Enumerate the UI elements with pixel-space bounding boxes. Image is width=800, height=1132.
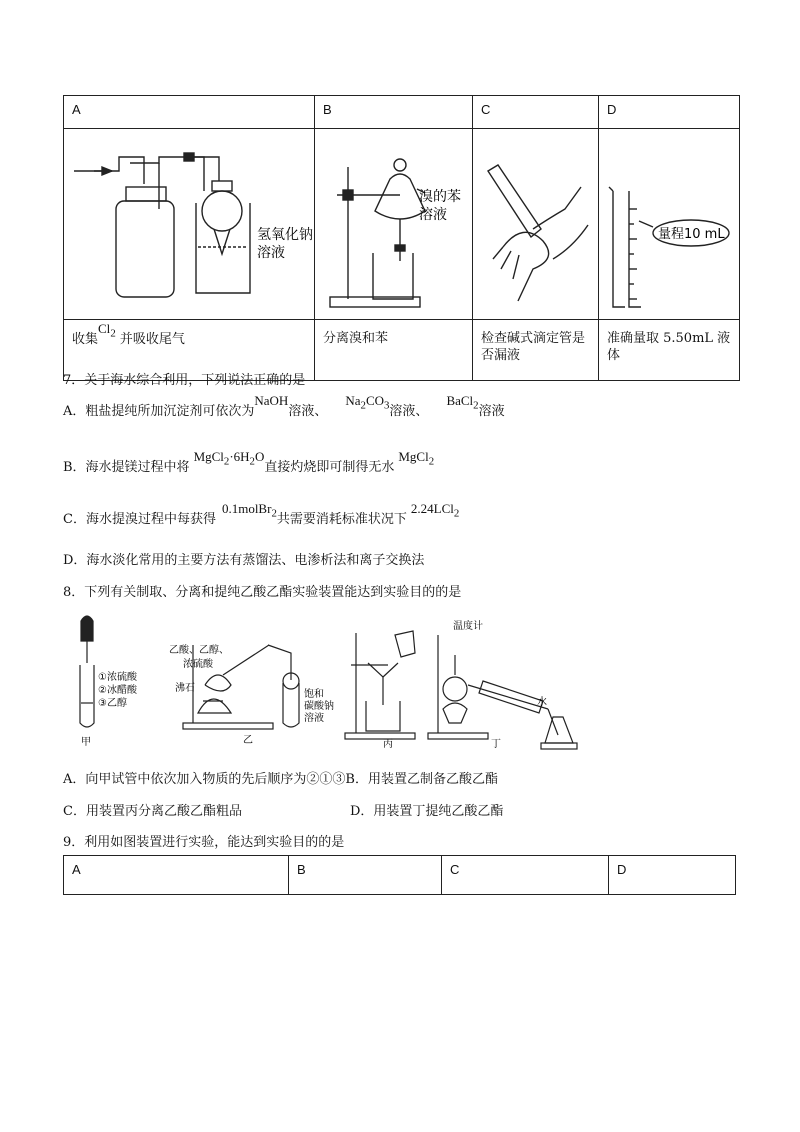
- figure-a-liquid-label-2: 溶液: [257, 245, 285, 261]
- jia-label-1: ①浓硫酸: [98, 672, 137, 683]
- yi-reagent-label-2: 浓硫酸: [183, 659, 213, 670]
- br2-amount: 0.1molBr$_2$: [221, 501, 277, 520]
- na2co3-formula: $Na_2CO_3$: [345, 393, 390, 412]
- cl2-volume: 2.24LCl$_2$: [410, 501, 460, 520]
- yi-reagent-label: 乙酸、乙醇、: [169, 645, 229, 656]
- q7-option-b: B．海水提镁过程中将$MgCl_2\cdot 6H_2O$直接灼烧即可制得无水MgCl$_2$: [63, 449, 435, 475]
- figure-b-cell: [315, 129, 473, 320]
- yi-right-label-3: 溶液: [304, 713, 324, 724]
- q8-stem: 8．下列有关制取、分离和提纯乙酸乙酯实验装置能达到实验目的的是: [63, 585, 462, 600]
- q9-stem: 9．利用如图装置进行实验，能达到实验目的的是: [63, 835, 345, 850]
- q7-option-c: C．海水提溴过程中每获得0.1molBr$_2$共需要消耗标准状况下2.24LCl$_2$: [63, 501, 460, 527]
- measuring-cylinder-figure: [599, 129, 739, 315]
- cl2-formula: $Cl_2$: [98, 321, 116, 340]
- table2-header-c: C: [442, 856, 609, 895]
- table2-header-d: D: [609, 856, 736, 895]
- table1-header-b: B: [315, 96, 473, 129]
- figure-b-liquid-label: 溴的苯: [419, 189, 461, 205]
- q8-option-c: C．用装置丙分离乙酸乙酯粗品: [63, 804, 242, 819]
- caption-a-text-2: 并吸收尾气: [119, 332, 185, 347]
- q8-option-b: B．用装置乙制备乙酸乙酯: [345, 772, 498, 787]
- figure-d-cell: [599, 129, 740, 320]
- yi-right-label-1: 饱和: [304, 689, 324, 700]
- figure-c-cell: [473, 129, 599, 320]
- mgcl2-formula: MgCl$_2$: [398, 449, 435, 468]
- jia-caption: 甲: [81, 737, 91, 748]
- q7-stem: 7．关于海水综合利用，下列说法正确的是: [63, 373, 306, 388]
- table1-header-c: C: [473, 96, 599, 129]
- jia-label-2: ②冰醋酸: [98, 685, 137, 696]
- naoh-formula: NaOH: [254, 393, 289, 408]
- ester-apparatus-figure: [63, 605, 583, 750]
- caption-b: 分离溴和苯: [315, 320, 473, 381]
- q8-option-a: A．向甲试管中依次加入物质的先后顺序为②①③B．用装置乙制备乙酸乙酯: [63, 772, 498, 787]
- table2-header-b: B: [289, 856, 442, 895]
- experiment-table-1: [63, 95, 740, 381]
- figure-a-cell: [64, 129, 315, 320]
- figure-b-liquid-label-2: 溶液: [419, 207, 447, 223]
- burette-leak-check-figure: [473, 129, 598, 315]
- jia-label-3: ③乙醇: [98, 698, 127, 709]
- ding-water-label: 水: [537, 697, 547, 708]
- bacl2-formula: BaCl$_2$: [446, 393, 479, 412]
- ding-caption: 丁: [491, 739, 501, 750]
- yi-caption: 乙: [243, 735, 253, 746]
- experiment-table-2: [63, 855, 736, 895]
- figure-a-liquid-label: 氢氧化钠: [257, 227, 313, 243]
- q7-option-a: A．粗盐提纯所加沉淀剂可依次为NaOH溶液、$Na_2CO_3$溶液、BaCl$_2$溶液: [63, 393, 505, 419]
- table1-header-d: D: [599, 96, 740, 129]
- gas-collection-apparatus-figure: [64, 129, 314, 315]
- q8-option-d: D．用装置丁提纯乙酸乙酯: [350, 804, 504, 819]
- mgcl2-hexahydrate-formula: $MgCl_2\cdot 6H_2O$: [193, 449, 265, 468]
- caption-a-text: 收集: [72, 332, 99, 347]
- table2-header-a: A: [64, 856, 289, 895]
- ding-thermometer-label: 温度计: [453, 621, 483, 632]
- caption-d: 准确量取 5.50mL 液体: [599, 320, 740, 381]
- figure-d-range-label: 量程10 mL: [658, 227, 725, 242]
- q7-option-d: D．海水淡化常用的主要方法有蒸馏法、电渗析法和离子交换法: [63, 553, 425, 568]
- yi-right-label-2: 碳酸钠: [304, 701, 334, 712]
- yi-boiling-stone-label: 沸石: [175, 683, 195, 694]
- bing-caption: 丙: [383, 739, 393, 750]
- separatory-funnel-figure: [315, 129, 472, 315]
- table1-header-a: A: [64, 96, 315, 129]
- caption-c: 检查碱式滴定管是否漏液: [473, 320, 599, 381]
